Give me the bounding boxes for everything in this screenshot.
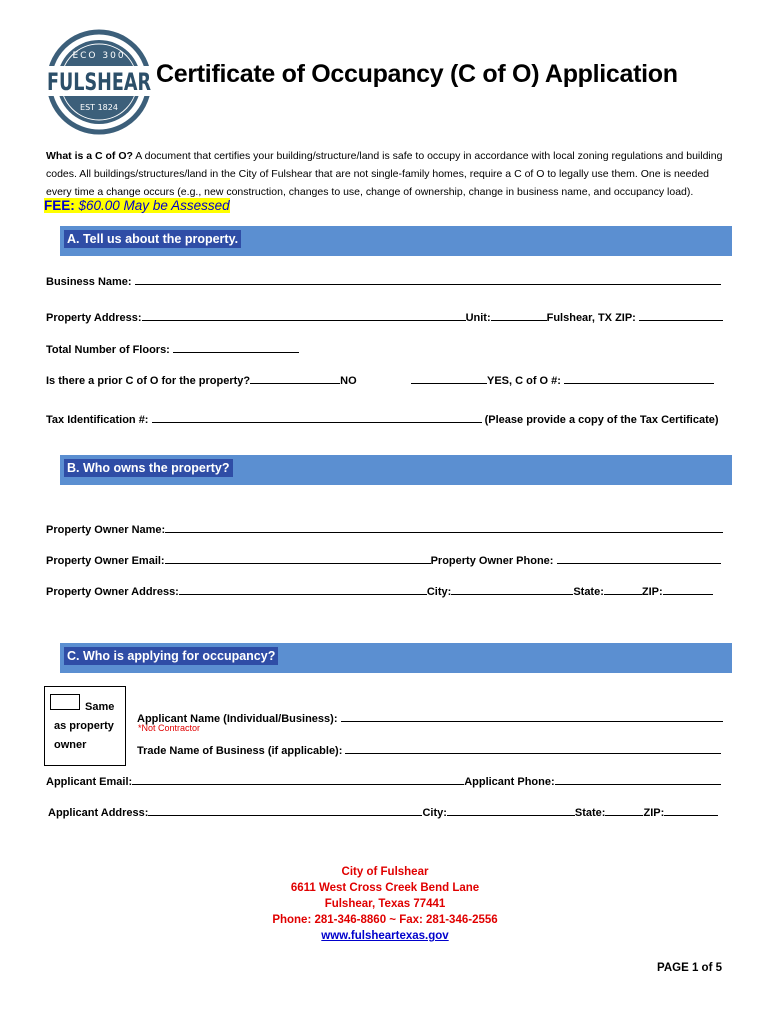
prior-co-field[interactable] bbox=[46, 373, 357, 387]
footer-address bbox=[0, 864, 770, 944]
owner-state-label: State: bbox=[573, 586, 604, 598]
logo-name: FULSHEAR bbox=[47, 68, 151, 96]
same-label-1: Same bbox=[85, 701, 115, 713]
owner-address-field[interactable] bbox=[46, 584, 713, 598]
prior-yes-field[interactable] bbox=[411, 373, 714, 387]
tax-id-note: (Please provide a copy of the Tax Certificate) bbox=[484, 414, 719, 426]
footer-city: City of Fulshear bbox=[341, 866, 429, 878]
applicant-name-field[interactable] bbox=[137, 711, 723, 725]
footer-website-link[interactable]: www.fulsheartexas.gov bbox=[321, 930, 449, 942]
owner-city-label: City: bbox=[426, 586, 452, 598]
owner-name-input[interactable] bbox=[165, 522, 723, 533]
business-name-field[interactable] bbox=[46, 274, 721, 288]
trade-name-input[interactable] bbox=[345, 743, 721, 754]
owner-name-field[interactable] bbox=[46, 522, 723, 536]
owner-zip-label: ZIP: bbox=[641, 586, 663, 598]
fee-line bbox=[44, 198, 230, 213]
same-label-2: as property bbox=[54, 720, 114, 732]
footer-citystate: Fulshear, Texas 77441 bbox=[324, 898, 446, 910]
applicant-city-label: City: bbox=[422, 807, 447, 819]
applicant-address-label: Applicant Address: bbox=[48, 807, 149, 819]
unit-input[interactable] bbox=[491, 310, 547, 321]
trade-name-field[interactable] bbox=[137, 743, 721, 757]
zip-label: Fulshear, TX ZIP: bbox=[546, 312, 636, 324]
applicant-state-label: State: bbox=[574, 807, 606, 819]
section-b-title: B. Who owns the property? bbox=[64, 459, 233, 477]
tax-id-label: Tax Identification #: bbox=[46, 414, 149, 426]
owner-state-input[interactable] bbox=[604, 584, 642, 595]
intro-text: A document that certifies your building/structure/land is safe to occupy in accordance with local zoning regulations and building codes. All buildings/structures/land in the City of Fulshear that are not single-family homes, require a C of O to legally use them. One is needed every time a change occurs (e.g., new construction, changes to use, change of ownership, change in business name, and occupancy load). bbox=[46, 150, 723, 198]
applicant-zip-input[interactable] bbox=[664, 805, 718, 816]
owner-phone-input[interactable] bbox=[557, 553, 721, 564]
owner-address-input[interactable] bbox=[179, 584, 427, 595]
logo-est: EST 1824 bbox=[80, 103, 118, 112]
not-contractor-note: *Not Contractor bbox=[138, 723, 201, 733]
section-a-header bbox=[60, 226, 732, 256]
applicant-name-label: Applicant Name (Individual/Business): bbox=[137, 713, 338, 725]
intro-paragraph bbox=[46, 147, 736, 201]
tax-id-input[interactable] bbox=[152, 412, 482, 423]
applicant-zip-label: ZIP: bbox=[643, 807, 665, 819]
applicant-name-input[interactable] bbox=[341, 711, 723, 722]
property-address-input[interactable] bbox=[142, 310, 466, 321]
floors-label: Total Number of Floors: bbox=[46, 344, 170, 356]
prior-no-input[interactable] bbox=[250, 373, 340, 384]
applicant-city-input[interactable] bbox=[447, 805, 575, 816]
applicant-phone-label: Applicant Phone: bbox=[464, 776, 555, 788]
prior-yes-input[interactable] bbox=[411, 373, 487, 384]
page-number: PAGE 1 of 5 bbox=[657, 962, 722, 974]
section-b-header bbox=[60, 455, 732, 485]
page-title: Certificate of Occupancy (C of O) Application bbox=[156, 60, 678, 88]
applicant-phone-input[interactable] bbox=[555, 774, 721, 785]
property-address-field[interactable] bbox=[46, 310, 723, 324]
prior-yes-label: YES, C of O #: bbox=[487, 375, 561, 387]
same-as-owner-box bbox=[44, 686, 126, 766]
applicant-address-field[interactable] bbox=[48, 805, 718, 819]
applicant-email-input[interactable] bbox=[132, 774, 464, 785]
section-c-title: C. Who is applying for occupancy? bbox=[64, 647, 278, 665]
footer-phone: Phone: 281-346-8860 ~ Fax: 281-346-2556 bbox=[272, 914, 498, 926]
owner-phone-label: Property Owner Phone: bbox=[430, 555, 554, 567]
section-a-title: A. Tell us about the property. bbox=[64, 230, 241, 248]
property-address-label: Property Address: bbox=[46, 312, 142, 324]
fee-amount: $60.00 May be Assessed bbox=[74, 198, 230, 213]
owner-email-field[interactable] bbox=[46, 553, 721, 567]
zip-input[interactable] bbox=[639, 310, 723, 321]
trade-name-label: Trade Name of Business (if applicable): bbox=[137, 745, 343, 757]
owner-email-label: Property Owner Email: bbox=[46, 555, 165, 567]
owner-zip-input[interactable] bbox=[663, 584, 713, 595]
logo-top-text: ECO 300 bbox=[72, 51, 126, 61]
same-as-owner-checkbox[interactable] bbox=[50, 694, 80, 710]
section-c-header bbox=[60, 643, 732, 673]
prior-no-label: NO bbox=[340, 375, 357, 387]
floors-field[interactable] bbox=[46, 342, 299, 356]
tax-id-field[interactable] bbox=[46, 412, 719, 426]
floors-input[interactable] bbox=[173, 342, 299, 353]
business-name-label: Business Name: bbox=[46, 276, 132, 288]
applicant-email-field[interactable] bbox=[46, 774, 721, 788]
fulshear-logo bbox=[44, 28, 154, 136]
owner-address-label: Property Owner Address: bbox=[46, 586, 179, 598]
owner-city-input[interactable] bbox=[451, 584, 573, 595]
same-label-3: owner bbox=[54, 739, 87, 751]
applicant-email-label: Applicant Email: bbox=[46, 776, 133, 788]
business-name-input[interactable] bbox=[135, 274, 721, 285]
applicant-address-input[interactable] bbox=[148, 805, 422, 816]
footer-street: 6611 West Cross Creek Bend Lane bbox=[290, 882, 480, 894]
prior-co-label: Is there a prior C of O for the property? bbox=[46, 375, 251, 387]
co-number-input[interactable] bbox=[564, 373, 714, 384]
owner-name-label: Property Owner Name: bbox=[46, 524, 166, 536]
intro-question: What is a C of O? bbox=[46, 150, 133, 162]
applicant-state-input[interactable] bbox=[605, 805, 643, 816]
owner-email-input[interactable] bbox=[165, 553, 431, 564]
unit-label: Unit: bbox=[465, 312, 491, 324]
fee-label: FEE: bbox=[44, 198, 75, 213]
